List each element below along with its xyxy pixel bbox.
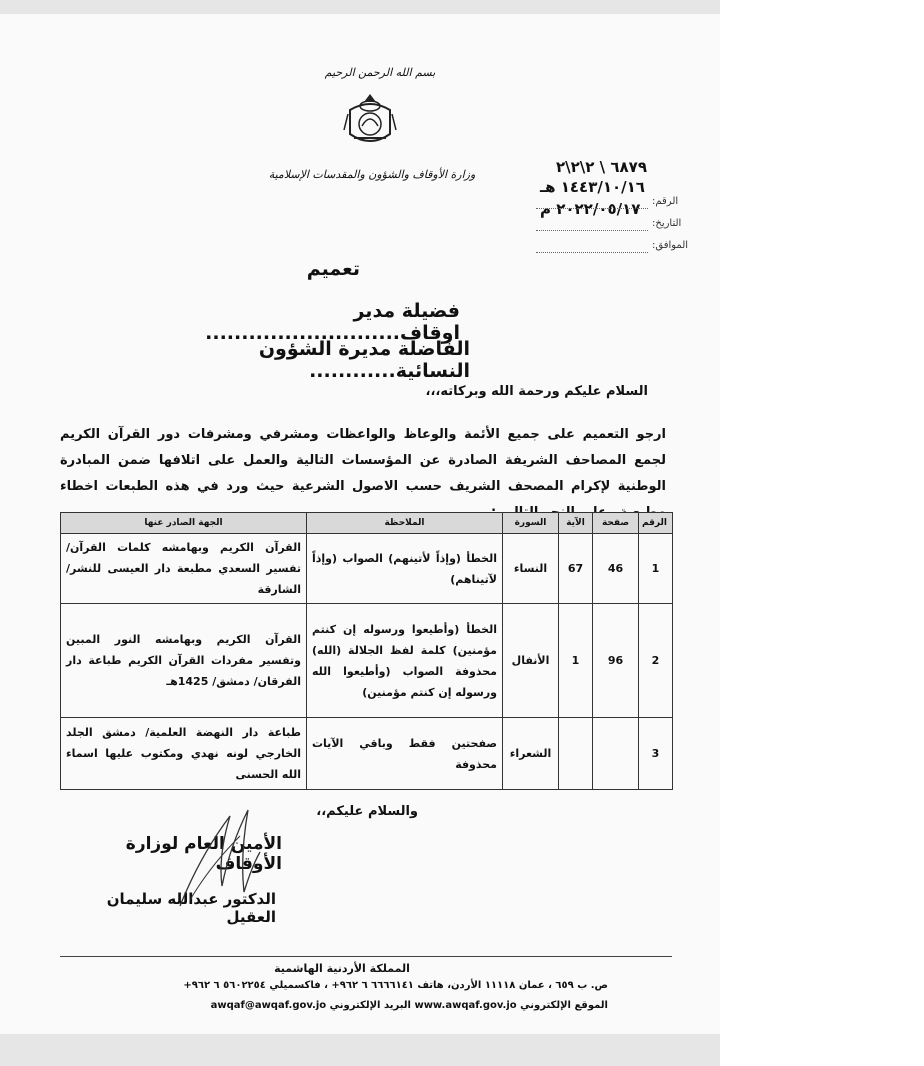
cell-number: 3: [639, 718, 673, 790]
signer-name: الدكتور عبدالله سليمان العقيل: [106, 890, 276, 926]
cell-surah: الشعراء: [503, 718, 559, 790]
image-border-top: [0, 0, 720, 14]
cell-note: صفحتين فقط وباقي الآيات محذوفة: [307, 718, 503, 790]
cell-note: الخطأ (وإذاً لأتينهم) الصواب (وإذاً لآتيناهم): [307, 534, 503, 604]
cell-verse: 1: [559, 604, 593, 718]
cell-number: 2: [639, 604, 673, 718]
column-header-number: الرقم: [639, 513, 673, 534]
cell-verse: [559, 718, 593, 790]
table-row: [61, 718, 673, 790]
hijri-date: ١٤٤٣/١٠/١٦ هـ: [540, 178, 645, 196]
addressee-director: فضيلة مدير اوقاف...........................: [205, 300, 460, 344]
column-header-publisher: الجهة الصادر عنها: [61, 513, 307, 534]
jordan-coat-of-arms-icon: [340, 90, 400, 152]
cell-number: 1: [639, 534, 673, 604]
table-row: [61, 604, 673, 718]
cell-publisher: القرآن الكريم وبهامشه كلمات القرآن/ تفسير السعدي مطبعة دار العيسى للنشر/ الشارقة: [61, 534, 307, 604]
ministry-name: وزارة الأوقاف والشؤون والمقدسات الإسلامية: [268, 168, 476, 181]
cell-surah: النساء: [503, 534, 559, 604]
corresponding-line: [536, 252, 648, 253]
cell-note: الخطأ (وأطيعوا ورسوله إن كنتم مؤمنين) كلمة لفظ الجلالة (الله) محذوفة الصواب (وأطيعوا الله ورسوله إن كنتم مؤمنين): [307, 604, 503, 718]
letter-body: ارجو التعميم على جميع الأئمة والوعاظ والواعظات ومشرفي ومشرفات دور القرآن الكريم لجمع المصاحف الشريفة الصادرة عن المؤسسات التالية والعمل على اتلافها ضمن المبادرة الوطنية لإكرام المصحف الشريف حسب الاصول الشرعية حيث ورد في هذه الطبعات اخطاء: [60, 427, 666, 494]
date-line: [536, 230, 648, 231]
image-border-right: [720, 0, 924, 1066]
column-header-verse: الآية: [559, 513, 593, 534]
cell-publisher: طباعة دار النهضة العلمية/ دمشق الجلد الخارجي لونه نهدي ومكتوب عليها اسماء الله الحسنى: [61, 718, 307, 790]
cell-page: 46: [593, 534, 639, 604]
cell-verse: 67: [559, 534, 593, 604]
image-border-bottom: [0, 1034, 720, 1066]
column-header-surah: السورة: [503, 513, 559, 534]
cell-page: 96: [593, 604, 639, 718]
footer-address: ص. ب ٦٥٩ ، عمان ١١١١٨ الأردن، هاتف ٦٦٦٦١٤١ ٦ ٩٦٢+ ، فاكسميلي ٥٦٠٢٢٥٤ ٦ ٩٦٢+: [183, 980, 608, 991]
column-header-page: صفحة: [593, 513, 639, 534]
footer-kingdom: المملكة الأردنية الهاشمية: [274, 962, 410, 975]
footer-divider: [60, 956, 672, 957]
footer-website-email: الموقع الإلكتروني www.awqaf.gov.jo البريد الإلكتروني awqaf@awqaf.gov.jo: [210, 1000, 608, 1011]
date-label: التاريخ:: [652, 218, 682, 229]
table-header-row: [61, 513, 673, 534]
cell-surah: الأنفال: [503, 604, 559, 718]
handwritten-signature: [160, 796, 280, 916]
cell-publisher: القرآن الكريم وبهامشه النور المبين وتفسير مفردات القرآن الكريم طباعة دار الفرقان/ دمشق/ 1425هـ: [61, 604, 307, 718]
addressee-womens-affairs: الفاضلة مديرة الشؤون النسائية............: [258, 338, 470, 382]
basmala: بسم الله الرحمن الرحيم: [324, 66, 436, 79]
table-row: [61, 534, 673, 604]
letter-title: تعميم: [306, 258, 360, 280]
corresponding-label: الموافق:: [652, 240, 689, 251]
number-line: [536, 208, 648, 209]
errata-table: [60, 512, 673, 790]
signer-title: الأمين العام لوزارة الأوقاف: [125, 834, 282, 874]
column-header-note: الملاحظة: [307, 513, 503, 534]
closing-greeting: والسلام عليكم،،: [316, 804, 418, 819]
cell-page: [593, 718, 639, 790]
number-label: الرقم:: [652, 196, 679, 207]
reference-number: ٦٨٧٩ \ ٢\٢\٢: [556, 158, 647, 176]
greeting: السلام عليكم ورحمة الله وبركاته،،،: [425, 384, 648, 399]
gregorian-date: ٢٠٢٢/٠٥/١٧ م: [540, 200, 641, 218]
